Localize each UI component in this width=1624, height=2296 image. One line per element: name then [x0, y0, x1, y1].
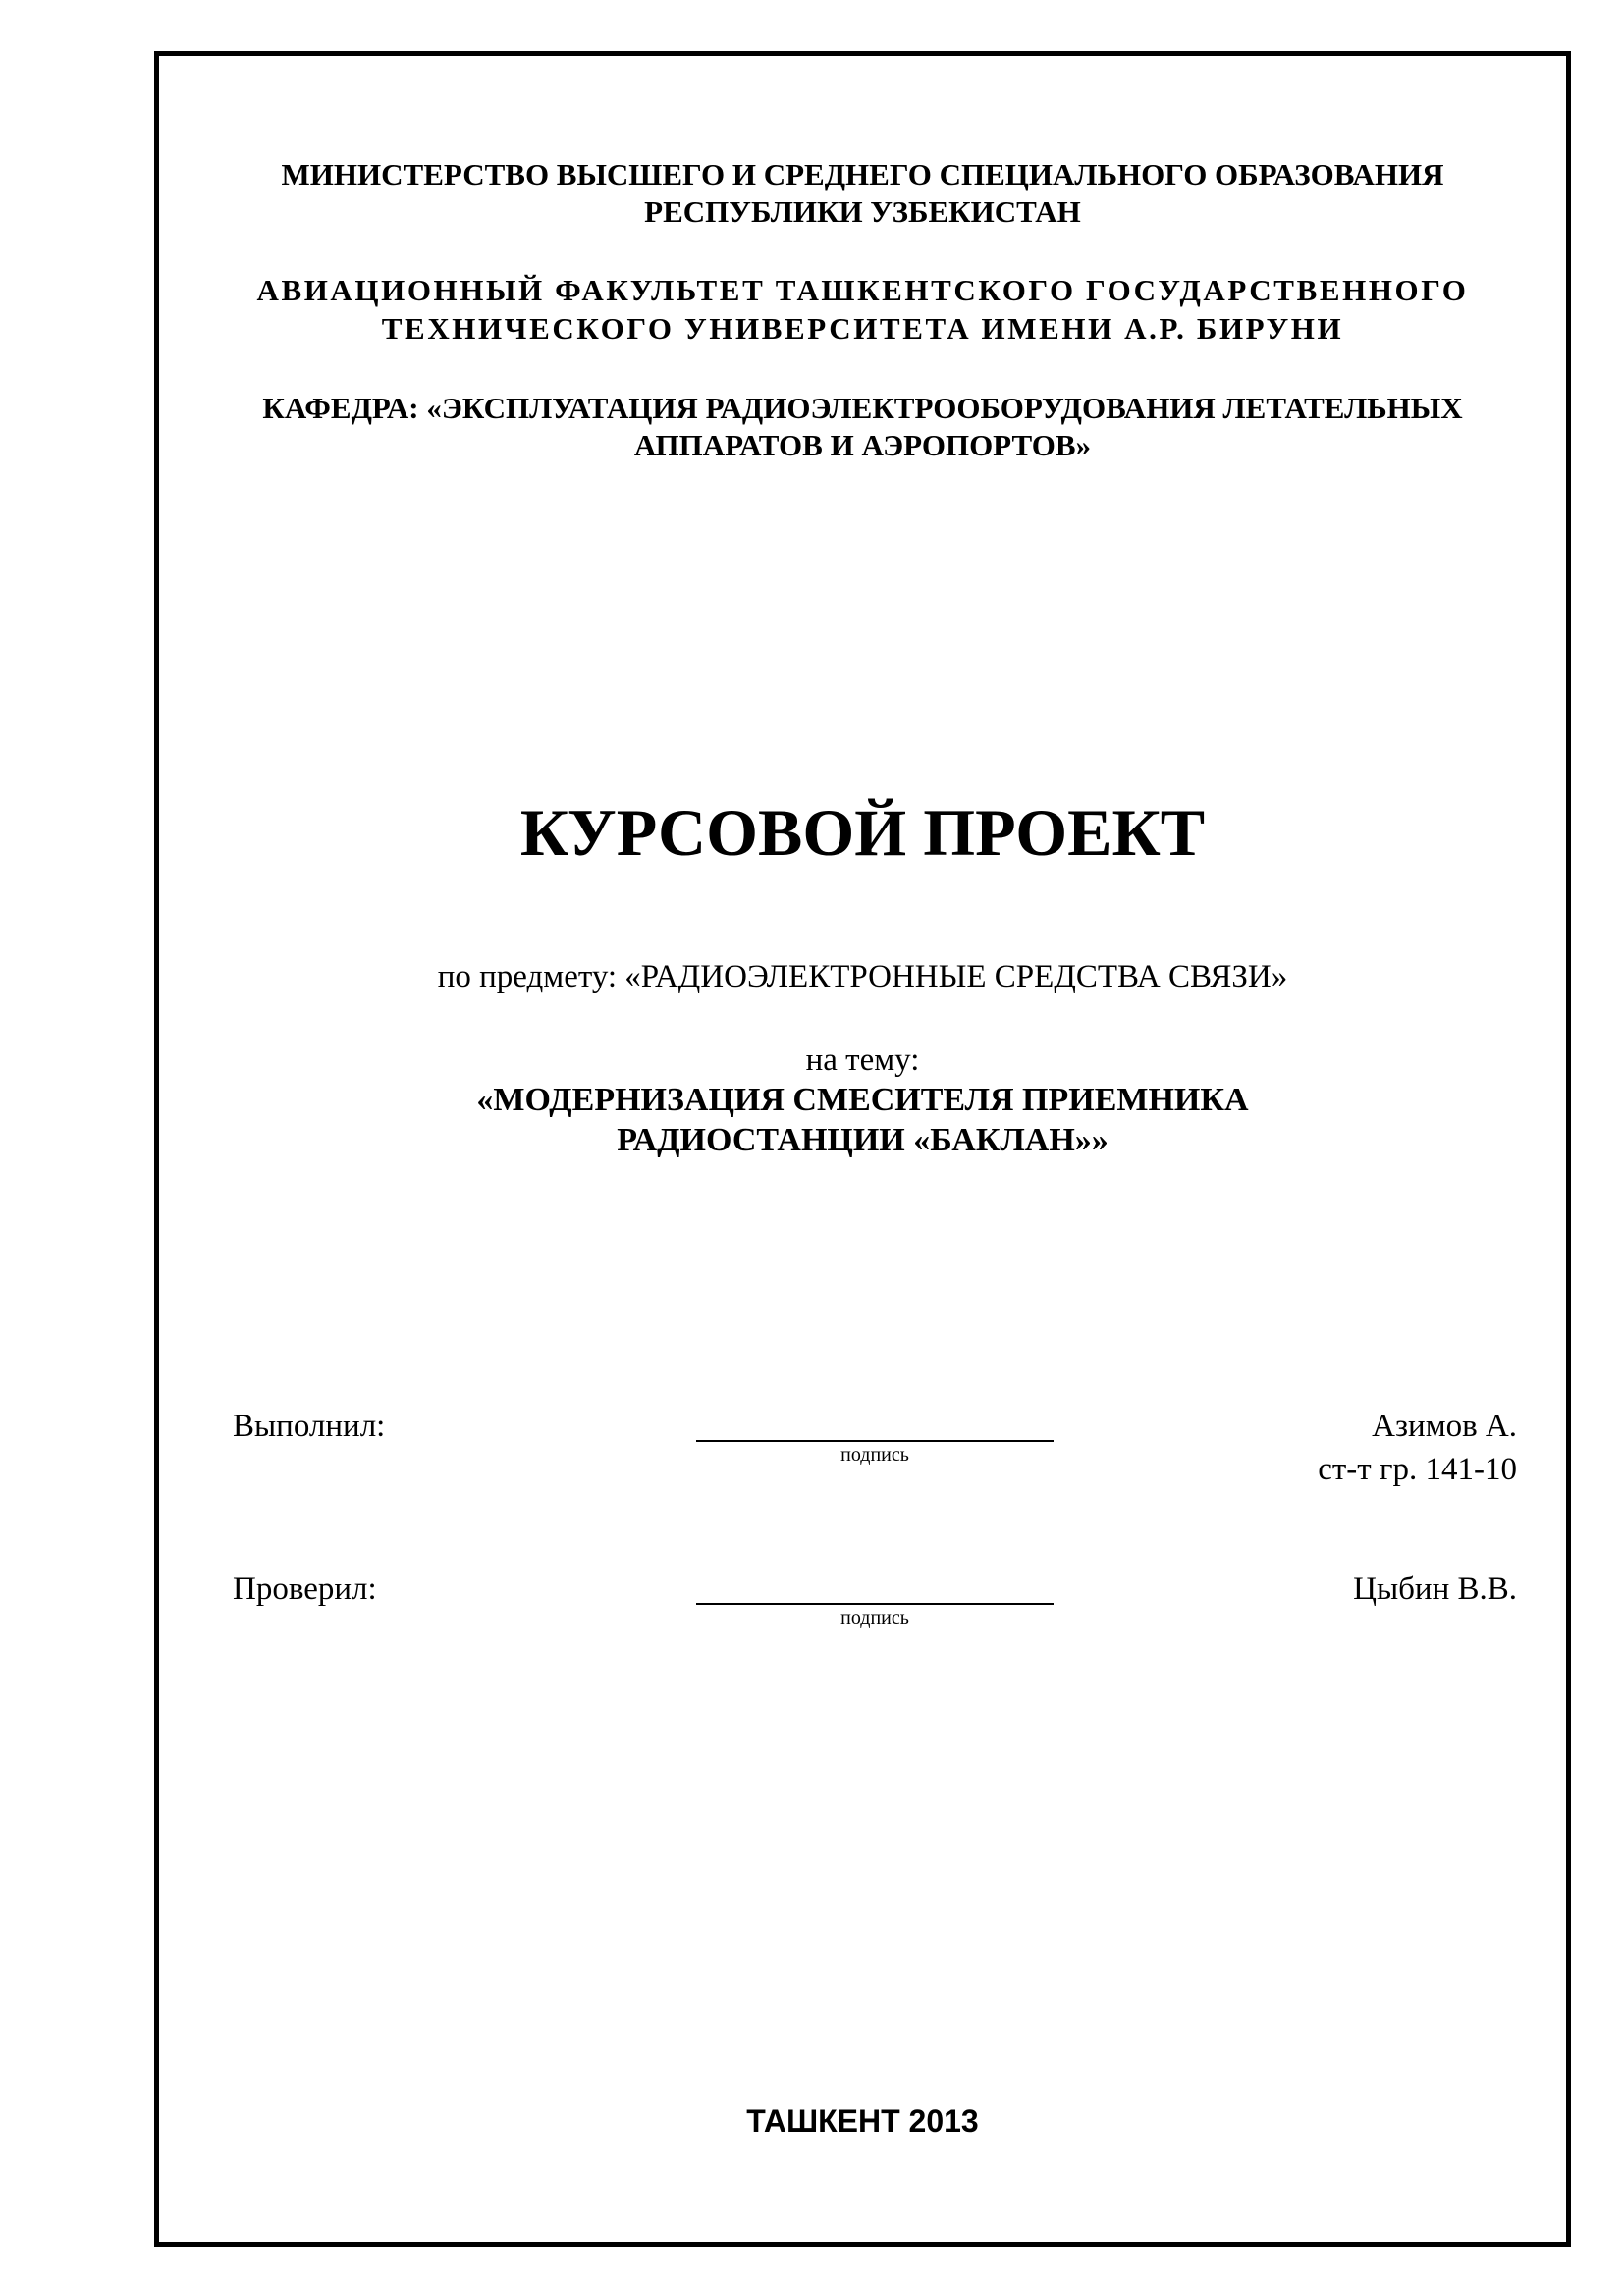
department-line-2: АППАРАТОВ И АЭРОПОРТОВ» [633, 428, 1092, 462]
performer-signature-line [696, 1440, 1054, 1442]
performer-group: ст-т гр. 141-10 [1318, 1452, 1517, 1487]
reviewer-signature-line [696, 1603, 1054, 1605]
reviewer-signature-caption: подпись [840, 1607, 909, 1629]
faculty-line-1: АВИАЦИОННЫЙ ФАКУЛЬТЕТ ТАШКЕНТСКОГО ГОСУДАРСТВЕННОГО [256, 273, 1469, 307]
performer-name: Азимов А. [1372, 1409, 1517, 1444]
ministry-line-1: МИНИСТЕРСТВО ВЫСШЕГО И СРЕДНЕГО СПЕЦИАЛЬНОГО ОБРАЗОВАНИЯ [281, 157, 1444, 191]
faculty-line-2: ТЕХНИЧЕСКОГО УНИВЕРСИТЕТА ИМЕНИ А.Р. БИРУНИ [381, 311, 1344, 346]
department-line-1: КАФЕДРА: «ЭКСПЛУАТАЦИЯ РАДИОЭЛЕКТРООБОРУДОВАНИЯ ЛЕТАТЕЛЬНЫХ [262, 391, 1463, 425]
subject-line: по предмету: «РАДИОЭЛЕКТРОННЫЕ СРЕДСТВА СВЯЗИ» [437, 959, 1288, 994]
reviewer-name: Цыбин В.В. [1353, 1572, 1517, 1607]
document-title: КУРСОВОЙ ПРОЕКТ [519, 795, 1206, 870]
performer-label: Выполнил: [233, 1409, 386, 1444]
reviewer-label: Проверил: [233, 1572, 377, 1607]
topic-line-2: РАДИОСТАНЦИИ «БАКЛАН»» [617, 1122, 1109, 1158]
ministry-line-2: РЕСПУБЛИКИ УЗБЕКИСТАН [644, 194, 1081, 229]
city-year: ТАШКЕНТ 2013 [746, 2104, 979, 2139]
topic-line-1: «МОДЕРНИЗАЦИЯ СМЕСИТЕЛЯ ПРИЕМНИКА [476, 1082, 1249, 1118]
topic-label: на тему: [805, 1042, 920, 1078]
performer-signature-caption: подпись [840, 1444, 909, 1466]
